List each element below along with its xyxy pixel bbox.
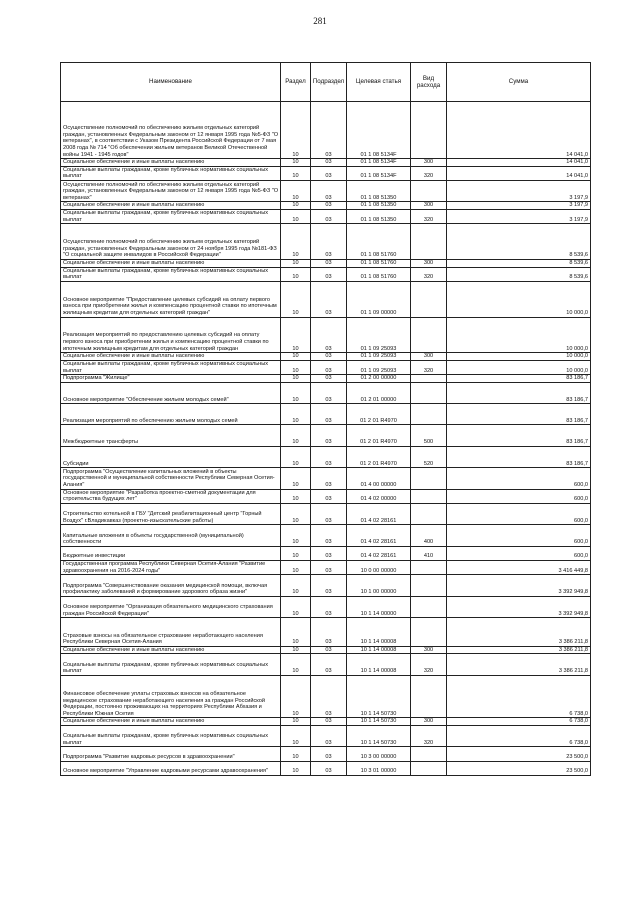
cell-subsection: 03 [311,353,347,361]
cell-subsection: 03 [311,618,347,647]
cell-name: Осуществление полномочий по обеспечению жильем отдельных категорий граждан, установленных Федеральным законом от 12 января 1995 года №5-ФЗ "О ветеранах" [61,180,281,201]
table-row [61,281,591,317]
table-row [61,102,591,159]
cell-expense-type: 320 [411,360,447,374]
table-row [61,353,591,361]
cell-amount: 23 500,0 [447,761,591,775]
cell-name: Бюджетные инвестиции [61,546,281,560]
cell-section: 10 [281,575,311,596]
cell-expense-type: 300 [411,353,447,361]
cell-section: 10 [281,267,311,281]
cell-name: Осуществление полномочий по обеспечению жильем отдельных категорий граждан, установленных Федеральным законом от 12 января 1995 года №5-ФЗ "О ветеранах", в соответствии с Указом Президента Российской Федерации от 7 мая 2008 года № 714 "Об обеспечении жильем ветеранов Великой Отечественной войны 1941 - 1945 годов" [61,102,281,159]
header-section: Раздел [281,63,311,102]
cell-expense-type [411,596,447,617]
cell-article: 01 1 09 25093 [347,317,411,353]
cell-amount: 6 738,0 [447,675,591,718]
cell-amount: 600,0 [447,546,591,560]
cell-article: 01 2 01 R4970 [347,425,411,446]
cell-article: 01 1 08 5134F [347,159,411,167]
table-row [61,404,591,425]
cell-amount: 3 197,9 [447,180,591,201]
cell-expense-type [411,675,447,718]
cell-name: Подпрограмма "Осуществление капитальных вложений в объекты государственной и муниципальной собственности Республики Северная Осетия-Алания" [61,468,281,489]
table-row [61,654,591,675]
cell-subsection: 03 [311,646,347,654]
cell-subsection: 03 [311,267,347,281]
cell-subsection: 03 [311,425,347,446]
cell-amount: 10 000,0 [447,281,591,317]
cell-article: 01 1 08 51350 [347,180,411,201]
cell-expense-type [411,102,447,159]
cell-article: 10 1 14 50730 [347,726,411,747]
cell-expense-type: 400 [411,525,447,546]
cell-name: Основное мероприятие "Предоставление целевых субсидий на оплату первого взноса при приобретении жилья и компенсацию процентной ставки по ипотечным жилищным кредитам для отдельных категорий граждан" [61,281,281,317]
cell-subsection: 03 [311,446,347,467]
cell-subsection: 03 [311,575,347,596]
table-row [61,561,591,575]
cell-subsection: 03 [311,761,347,775]
cell-subsection: 03 [311,259,347,267]
budget-table [60,62,591,776]
cell-name: Капитальные вложения в объекты государственной (муниципальной) собственности [61,525,281,546]
cell-amount: 83 186,7 [447,375,591,383]
cell-expense-type: 520 [411,446,447,467]
cell-subsection: 03 [311,159,347,167]
cell-section: 10 [281,646,311,654]
cell-subsection: 03 [311,503,347,524]
cell-subsection: 03 [311,382,347,403]
table-row [61,675,591,718]
cell-name: Межбюджетные трансферты [61,425,281,446]
cell-article: 10 1 14 00008 [347,646,411,654]
table-row [61,224,591,260]
table-row [61,525,591,546]
cell-subsection: 03 [311,404,347,425]
cell-subsection: 03 [311,224,347,260]
cell-amount: 600,0 [447,525,591,546]
cell-subsection: 03 [311,209,347,223]
cell-section: 10 [281,281,311,317]
cell-article: 01 1 08 51760 [347,259,411,267]
header-article: Целевая статья [347,63,411,102]
cell-subsection: 03 [311,596,347,617]
cell-name: Социальное обеспечение и иные выплаты населению [61,159,281,167]
cell-section: 10 [281,761,311,775]
cell-subsection: 03 [311,281,347,317]
cell-name: Осуществление полномочий по обеспечению жильем отдельных категорий граждан, установленных Федеральным законом от 24 ноября 1995 года №181-ФЗ "О социальной защите инвалидов в Российской Федерации" [61,224,281,260]
cell-amount: 600,0 [447,468,591,489]
table-row [61,259,591,267]
cell-section: 10 [281,546,311,560]
cell-subsection: 03 [311,180,347,201]
cell-amount: 8 539,6 [447,259,591,267]
table-row [61,209,591,223]
table-row [61,646,591,654]
table-header-row [61,63,591,102]
cell-section: 10 [281,425,311,446]
cell-article: 01 2 01 R4970 [347,446,411,467]
cell-subsection: 03 [311,675,347,718]
cell-subsection: 03 [311,468,347,489]
cell-amount: 8 539,6 [447,224,591,260]
cell-section: 10 [281,166,311,180]
cell-amount: 3 197,9 [447,202,591,210]
table-row [61,159,591,167]
cell-section: 10 [281,726,311,747]
table-row [61,360,591,374]
cell-subsection: 03 [311,747,347,761]
cell-article: 10 3 00 00000 [347,747,411,761]
cell-name: Строительство котельной в ГБУ "Детский реабилитационный центр "Горный Воздух" г.Владикавказ (проектно-изыскательские работы) [61,503,281,524]
cell-name: Социальные выплаты гражданам, кроме публичных нормативных социальных выплат [61,726,281,747]
cell-article: 10 1 14 00008 [347,654,411,675]
table-row [61,267,591,281]
cell-section: 10 [281,404,311,425]
cell-article: 01 4 02 28161 [347,503,411,524]
cell-article: 01 1 08 51350 [347,202,411,210]
cell-subsection: 03 [311,317,347,353]
cell-name: Финансовое обеспечение уплаты страховых взносов на обязательное медицинское страхование неработающего населения за граждан Российской Федерации, постоянно проживающих на территориях Республики Абхазия и Республики Южная Осетия [61,675,281,718]
cell-section: 10 [281,224,311,260]
cell-subsection: 03 [311,726,347,747]
cell-article: 01 4 02 28161 [347,525,411,546]
table-row [61,575,591,596]
cell-amount: 23 500,0 [447,747,591,761]
cell-expense-type [411,618,447,647]
cell-amount: 3 392 949,8 [447,596,591,617]
cell-name: Социальные выплаты гражданам, кроме публичных нормативных социальных выплат [61,267,281,281]
cell-amount: 3 386 211,8 [447,654,591,675]
cell-expense-type [411,575,447,596]
cell-expense-type [411,404,447,425]
cell-name: Подпрограмма "Жилище" [61,375,281,383]
cell-subsection: 03 [311,654,347,675]
table-row [61,747,591,761]
table-row [61,503,591,524]
cell-section: 10 [281,360,311,374]
cell-expense-type [411,375,447,383]
cell-amount: 600,0 [447,489,591,503]
table-row [61,166,591,180]
cell-article: 01 4 02 28161 [347,546,411,560]
table-row [61,425,591,446]
cell-section: 10 [281,382,311,403]
cell-expense-type: 300 [411,259,447,267]
cell-expense-type [411,761,447,775]
table-row [61,202,591,210]
cell-amount: 6 738,0 [447,718,591,726]
cell-article: 10 1 14 50730 [347,718,411,726]
table-row [61,317,591,353]
cell-subsection: 03 [311,718,347,726]
cell-expense-type [411,281,447,317]
cell-section: 10 [281,525,311,546]
cell-article: 10 1 14 00008 [347,618,411,647]
cell-amount: 10 000,0 [447,317,591,353]
table-row [61,375,591,383]
cell-expense-type [411,747,447,761]
cell-article: 01 2 00 00000 [347,375,411,383]
cell-amount: 83 186,7 [447,425,591,446]
cell-section: 10 [281,489,311,503]
cell-name: Подпрограмма "Развитие кадровых ресурсов в здравоохранении" [61,747,281,761]
cell-section: 10 [281,675,311,718]
cell-section: 10 [281,209,311,223]
cell-expense-type: 320 [411,209,447,223]
cell-section: 10 [281,654,311,675]
cell-name: Реализация мероприятий по предоставлению целевых субсидий на оплату первого взноса при приобретении жилья и компенсацию процентной ставки по ипотечным жилищным кредитам для отдельных категорий граждан [61,317,281,353]
cell-article: 01 1 08 51760 [347,224,411,260]
cell-amount: 10 000,0 [447,353,591,361]
cell-subsection: 03 [311,561,347,575]
cell-expense-type: 320 [411,654,447,675]
cell-name: Страховые взносы на обязательное страхование неработающего населения Республики Северная Осетия-Алания [61,618,281,647]
cell-subsection: 03 [311,525,347,546]
cell-amount: 14 041,0 [447,102,591,159]
header-name: Наименование [61,63,281,102]
cell-name: Основное мероприятие "Управление кадровыми ресурсами здравоохранения" [61,761,281,775]
cell-expense-type: 410 [411,546,447,560]
table-row [61,761,591,775]
cell-expense-type [411,317,447,353]
cell-name: Социальное обеспечение и иные выплаты населению [61,259,281,267]
header-subsection: Подраздел [311,63,347,102]
cell-article: 01 1 08 51760 [347,267,411,281]
cell-subsection: 03 [311,489,347,503]
cell-expense-type: 320 [411,267,447,281]
cell-name: Субсидии [61,446,281,467]
cell-amount: 14 041,0 [447,159,591,167]
cell-subsection: 03 [311,546,347,560]
cell-expense-type: 320 [411,166,447,180]
cell-amount: 6 738,0 [447,726,591,747]
cell-expense-type: 300 [411,646,447,654]
cell-name: Социальное обеспечение и иные выплаты населению [61,646,281,654]
cell-name: Социальное обеспечение и иные выплаты населению [61,718,281,726]
table-row [61,446,591,467]
cell-name: Социальное обеспечение и иные выплаты населению [61,202,281,210]
cell-article: 01 2 01 R4970 [347,404,411,425]
table-row [61,718,591,726]
cell-article: 10 0 00 00000 [347,561,411,575]
cell-article: 01 1 08 5134F [347,166,411,180]
cell-article: 01 4 00 00000 [347,468,411,489]
cell-amount: 83 186,7 [447,382,591,403]
cell-expense-type [411,224,447,260]
cell-article: 01 2 01 00000 [347,382,411,403]
cell-amount: 83 186,7 [447,446,591,467]
cell-expense-type: 300 [411,202,447,210]
cell-section: 10 [281,468,311,489]
cell-name: Социальные выплаты гражданам, кроме публичных нормативных социальных выплат [61,209,281,223]
table-row [61,546,591,560]
cell-subsection: 03 [311,102,347,159]
cell-name: Государственная программа Республики Северная Осетия-Алания "Развитие здравоохранения на 2016-2024 годы" [61,561,281,575]
cell-section: 10 [281,102,311,159]
cell-subsection: 03 [311,202,347,210]
cell-subsection: 03 [311,375,347,383]
cell-expense-type: 320 [411,726,447,747]
table-row [61,468,591,489]
cell-section: 10 [281,718,311,726]
table-row [61,726,591,747]
cell-name: Основное мероприятие "Организация обязательного медицинского страхования граждан Российской Федерации" [61,596,281,617]
cell-name: Подпрограмма "Совершенствование оказания медицинской помощи, включая профилактику заболеваний и формирование здорового образа жизни" [61,575,281,596]
cell-amount: 600,0 [447,503,591,524]
cell-amount: 3 386 211,8 [447,618,591,647]
cell-article: 10 1 14 00000 [347,596,411,617]
cell-article: 01 1 08 5134F [347,102,411,159]
header-amount: Сумма [447,63,591,102]
cell-article: 10 1 14 50730 [347,675,411,718]
cell-section: 10 [281,596,311,617]
cell-section: 10 [281,561,311,575]
table-row [61,489,591,503]
cell-article: 10 1 00 00000 [347,575,411,596]
cell-article: 10 3 01 00000 [347,761,411,775]
cell-name: Основное мероприятие "Обеспечение жильем молодых семей" [61,382,281,403]
table-row [61,596,591,617]
cell-section: 10 [281,202,311,210]
cell-expense-type [411,561,447,575]
cell-amount: 10 000,0 [447,360,591,374]
table-row [61,618,591,647]
cell-article: 01 1 09 25093 [347,360,411,374]
cell-expense-type [411,180,447,201]
cell-section: 10 [281,503,311,524]
table-row [61,180,591,201]
page-number: 281 [313,16,327,26]
cell-section: 10 [281,317,311,353]
cell-expense-type: 500 [411,425,447,446]
cell-amount: 3 197,9 [447,209,591,223]
cell-section: 10 [281,353,311,361]
cell-expense-type: 300 [411,718,447,726]
cell-amount: 3 416 449,8 [447,561,591,575]
table-row [61,382,591,403]
cell-article: 01 1 09 00000 [347,281,411,317]
cell-section: 10 [281,180,311,201]
cell-name: Основное мероприятие "Разработка проектно-сметной документации для строительства будущих лет" [61,489,281,503]
cell-subsection: 03 [311,360,347,374]
cell-article: 01 1 08 51350 [347,209,411,223]
cell-amount: 3 392 949,8 [447,575,591,596]
cell-name: Социальное обеспечение и иные выплаты населению [61,353,281,361]
cell-subsection: 03 [311,166,347,180]
cell-article: 01 1 09 25093 [347,353,411,361]
cell-section: 10 [281,375,311,383]
cell-amount: 14 041,0 [447,166,591,180]
cell-article: 01 4 02 00000 [347,489,411,503]
header-expense-type: Вид расхода [411,63,447,102]
cell-amount: 83 186,7 [447,404,591,425]
cell-amount: 8 539,6 [447,267,591,281]
cell-section: 10 [281,159,311,167]
cell-expense-type: 300 [411,159,447,167]
cell-expense-type [411,382,447,403]
cell-name: Социальные выплаты гражданам, кроме публичных нормативных социальных выплат [61,166,281,180]
cell-expense-type [411,503,447,524]
cell-name: Социальные выплаты гражданам, кроме публичных нормативных социальных выплат [61,654,281,675]
cell-expense-type [411,489,447,503]
cell-section: 10 [281,747,311,761]
cell-amount: 3 386 211,8 [447,646,591,654]
cell-expense-type [411,468,447,489]
cell-section: 10 [281,259,311,267]
cell-section: 10 [281,618,311,647]
cell-name: Социальные выплаты гражданам, кроме публичных нормативных социальных выплат [61,360,281,374]
cell-section: 10 [281,446,311,467]
cell-name: Реализация мероприятий по обеспечению жильем молодых семей [61,404,281,425]
